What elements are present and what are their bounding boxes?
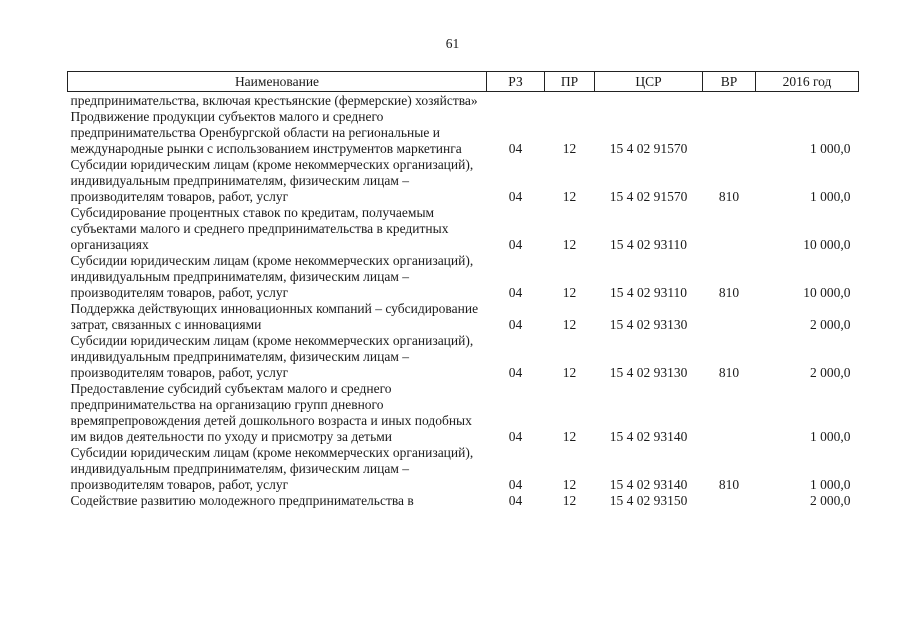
row-pr: 12 [562,317,577,332]
table-row [68,301,859,333]
row-name: Субсидии юридическим лицам (кроме некоммерческих организаций), индивидуальным предпринимателям, физическим лицам – производителям товаров, работ, услуг [70,253,474,300]
row-csr: 15 4 02 93130 [609,317,688,332]
row-amount: 10 000,0 [803,237,851,252]
row-amount: 2 000,0 [810,493,851,508]
budget-table [67,71,859,509]
row-rz: 04 [508,317,523,332]
row-vr: 810 [718,477,740,492]
row-pr: 12 [562,493,577,508]
row-amount: 1 000,0 [810,141,851,156]
row-vr [703,381,756,445]
row-csr: 15 4 02 91570 [609,141,688,156]
row-vr [703,92,756,110]
row-rz: 04 [508,493,523,508]
row-vr [703,493,756,509]
header-name: Наименование [68,72,487,92]
row-rz: 04 [508,189,523,204]
row-csr: 15 4 02 93140 [609,429,688,444]
table-row [68,253,859,301]
row-vr [703,205,756,253]
header-csr: ЦСР [595,72,703,92]
row-name: Предоставление субсидий субъектам малого и среднего предпринимательства на организацию групп дневного времяпрепровождения детей дошкольного возраста и иных подобных им видов деятельности по уходу и присмотру за детьми [70,381,472,444]
row-pr: 12 [562,189,577,204]
row-pr: 12 [562,477,577,492]
header-rz: РЗ [487,72,545,92]
row-rz: 04 [508,237,523,252]
row-csr [595,92,703,110]
row-amount: 1 000,0 [810,189,851,204]
row-csr: 15 4 02 93140 [609,477,688,492]
row-pr: 12 [562,285,577,300]
row-rz: 04 [508,429,523,444]
row-csr: 15 4 02 93130 [609,365,688,380]
header-vr: ВР [703,72,756,92]
row-name: Содействие развитию молодежного предпринимательства в [70,493,414,508]
row-amount [756,92,859,110]
row-csr: 15 4 02 93150 [609,493,688,508]
row-name: Поддержка действующих инновационных компаний – субсидирование затрат, связанных с инновациями [70,301,479,332]
row-rz: 04 [508,477,523,492]
row-rz [487,92,545,110]
row-amount: 10 000,0 [803,285,851,300]
row-csr: 15 4 02 93110 [609,237,688,252]
row-rz: 04 [508,285,523,300]
row-name: Субсидирование процентных ставок по кредитам, получаемым субъектами малого и среднего предпринимательства в кредитных организациях [70,205,449,252]
row-pr: 12 [562,365,577,380]
row-vr [703,301,756,333]
table-row [68,445,859,493]
row-vr: 810 [718,189,740,204]
table-row [68,381,859,445]
row-pr: 12 [562,237,577,252]
header-year: 2016 год [756,72,859,92]
table-row [68,493,859,509]
table-row [68,157,859,205]
row-amount: 1 000,0 [810,429,851,444]
row-pr [545,92,595,110]
row-name: Продвижение продукции субъектов малого и среднего предпринимательства Оренбургской области на региональные и международные рынки с использованием инструментов маркетинга [70,109,462,156]
table-row [68,109,859,157]
row-name: Субсидии юридическим лицам (кроме некоммерческих организаций), индивидуальным предпринимателям, физическим лицам – производителям товаров, работ, услуг [70,157,474,204]
row-vr: 810 [718,285,740,300]
page-number: 61 [445,36,460,51]
table-row [68,333,859,381]
table-row [68,205,859,253]
row-csr: 15 4 02 91570 [609,189,688,204]
row-pr: 12 [562,141,577,156]
row-vr [703,109,756,157]
row-pr: 12 [562,429,577,444]
row-amount: 1 000,0 [810,477,851,492]
row-name: предпринимательства, включая крестьянские (фермерские) хозяйства» [70,93,478,108]
row-name: Субсидии юридическим лицам (кроме некоммерческих организаций), индивидуальным предпринимателям, физическим лицам – производителям товаров, работ, услуг [70,333,474,380]
row-rz: 04 [508,365,523,380]
row-amount: 2 000,0 [810,317,851,332]
table-row [68,92,859,110]
row-vr: 810 [718,365,740,380]
table-header-row [68,72,859,92]
row-name: Субсидии юридическим лицам (кроме некоммерческих организаций), индивидуальным предпринимателям, физическим лицам – производителям товаров, работ, услуг [70,445,474,492]
row-rz: 04 [508,141,523,156]
row-csr: 15 4 02 93110 [609,285,688,300]
row-amount: 2 000,0 [810,365,851,380]
header-pr: ПР [545,72,595,92]
